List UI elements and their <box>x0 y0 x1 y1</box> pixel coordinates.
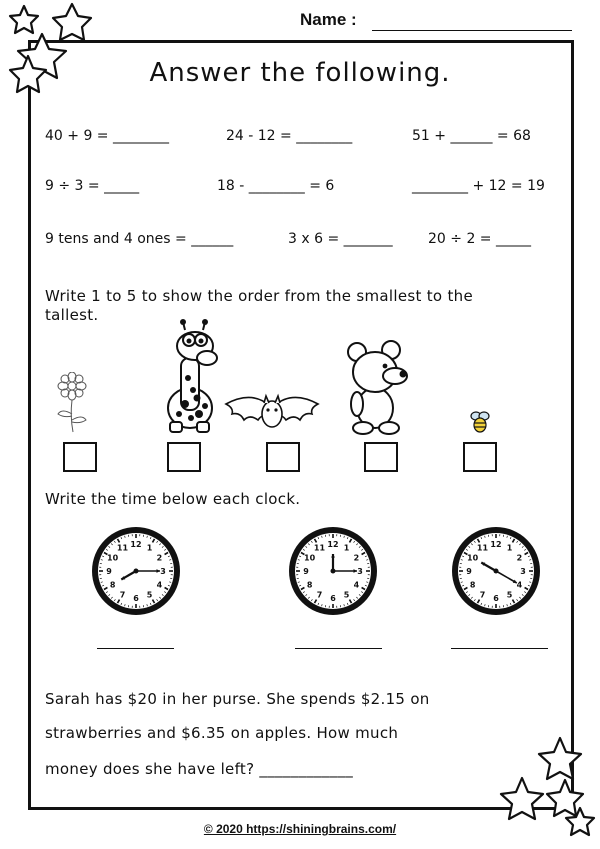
word-problem-line-1: Sarah has $20 in her purse. She spends $2.15 on <box>45 690 430 708</box>
clock-number: 1 <box>146 543 153 553</box>
clock-number: 2 <box>516 553 523 563</box>
order-question-line-2: tallest. <box>45 306 99 324</box>
clock-answer-line[interactable] <box>295 648 382 649</box>
clock-icon <box>90 525 182 617</box>
clock-number: 4 <box>156 580 163 590</box>
clock-number: 5 <box>146 590 153 600</box>
clock-number: 8 <box>109 580 116 590</box>
bee-icon <box>468 410 492 434</box>
name-answer-line[interactable] <box>372 30 572 31</box>
clock-icon <box>287 525 379 617</box>
equation[interactable]: ________ + 12 = 19 <box>412 178 545 194</box>
star-icon <box>547 780 583 816</box>
order-answer-box[interactable] <box>63 442 97 472</box>
clock-number: 11 <box>116 543 129 553</box>
clock-number: 10 <box>467 553 479 563</box>
clock-number: 3 <box>357 567 363 576</box>
clock-number: 9 <box>303 567 309 576</box>
clock-number: 3 <box>520 567 526 576</box>
clock-instruction: Write the time below each clock. <box>45 490 301 508</box>
clock-number: 9 <box>466 567 472 576</box>
clock-number: 6 <box>493 594 499 603</box>
page-title: Answer the following. <box>149 58 451 88</box>
equation[interactable]: 9 ÷ 3 = _____ <box>45 178 140 194</box>
clock-number: 6 <box>133 594 139 603</box>
clock-center <box>331 569 336 574</box>
clock-number: 2 <box>353 553 360 563</box>
equation[interactable]: 3 x 6 = _______ <box>288 231 393 247</box>
order-question-line-1: Write 1 to 5 to show the order from the smallest to the <box>45 287 473 305</box>
order-answer-box[interactable] <box>266 442 300 472</box>
equation[interactable]: 24 - 12 = ________ <box>226 128 353 144</box>
star-icon <box>539 738 581 779</box>
clock-number: 9 <box>106 567 112 576</box>
bear-icon <box>345 340 415 436</box>
clock-number: 10 <box>107 553 119 563</box>
clock-number: 4 <box>353 580 360 590</box>
star-icon <box>501 778 543 819</box>
clock-number: 12 <box>130 540 142 549</box>
clock-number: 2 <box>156 553 163 563</box>
word-problem-line-3[interactable]: money does she have left? ____________ <box>45 760 353 778</box>
equation[interactable]: 51 + ______ = 68 <box>412 128 531 144</box>
flower-icon <box>50 372 100 434</box>
clock-answer-line[interactable] <box>451 648 548 649</box>
clock-number: 6 <box>330 594 336 603</box>
clock-icon <box>450 525 542 617</box>
clock-number: 7 <box>119 590 126 600</box>
clock-number: 11 <box>313 543 326 553</box>
clock-number: 12 <box>490 540 502 549</box>
footer-copyright[interactable]: © 2020 https://shiningbrains.com/ <box>203 822 397 836</box>
star-icon <box>10 6 38 33</box>
star-icon <box>53 4 91 40</box>
equation[interactable]: 40 + 9 = ________ <box>45 128 169 144</box>
bat-icon <box>222 388 322 434</box>
clock-answer-line[interactable] <box>97 648 174 649</box>
clock-number: 7 <box>479 590 486 600</box>
clock-number: 10 <box>304 553 316 563</box>
stars-decoration-top-left <box>0 0 120 110</box>
clock-number: 5 <box>343 590 350 600</box>
clock-number: 8 <box>306 580 313 590</box>
clock-center <box>134 569 139 574</box>
clock-number: 1 <box>343 543 350 553</box>
order-answer-box[interactable] <box>167 442 201 472</box>
equation[interactable]: 18 - ________ = 6 <box>217 178 335 194</box>
clock-number: 12 <box>327 540 339 549</box>
order-answer-box[interactable] <box>364 442 398 472</box>
equation[interactable]: 9 tens and 4 ones = ______ <box>45 231 234 247</box>
equation[interactable]: 20 ÷ 2 = _____ <box>428 231 531 247</box>
word-problem-line-2: strawberries and $6.35 on apples. How much <box>45 724 399 742</box>
giraffe-icon <box>155 318 225 436</box>
clock-number: 1 <box>506 543 513 553</box>
clock-number: 7 <box>316 590 323 600</box>
clock-number: 5 <box>506 590 513 600</box>
clock-number: 11 <box>476 543 489 553</box>
clock-number: 4 <box>516 580 523 590</box>
order-answer-box[interactable] <box>463 442 497 472</box>
clock-number: 3 <box>160 567 166 576</box>
name-label: Name : <box>300 10 357 29</box>
clock-center <box>494 569 499 574</box>
clock-number: 8 <box>469 580 476 590</box>
